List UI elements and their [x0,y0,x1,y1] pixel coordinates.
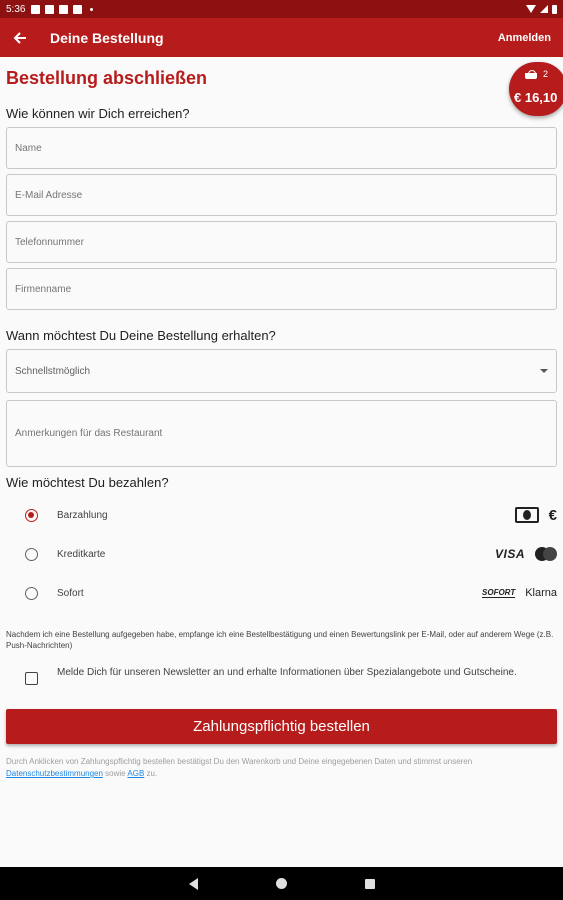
nav-recent-apps-icon[interactable] [365,879,375,889]
payment-heading: Wie möchtest Du bezahlen? [6,475,169,490]
back-button[interactable] [0,18,40,57]
newsletter-label[interactable]: Melde Dich für unseren Newsletter an und erhalte Informationen über Spezialangebote und Gutscheine. [57,667,517,678]
newsletter-checkbox[interactable] [25,672,38,685]
email-field[interactable] [6,174,557,216]
cart-price: € 16,10 [514,90,558,105]
phone-input[interactable] [7,222,556,262]
payment-icons [495,547,557,561]
name-field[interactable] [6,127,557,169]
payment-icons [515,507,557,524]
remarks-field[interactable] [6,400,557,467]
notification-icon [45,5,54,14]
payment-option-sofort[interactable] [0,579,563,607]
cash-icon [515,507,539,523]
battery-icon [552,5,557,14]
system-nav-bar [0,867,563,900]
radio-button-cash[interactable] [25,509,38,522]
contact-heading: Wie können wir Dich erreichen? [6,106,190,121]
radio-button-sofort[interactable] [25,587,38,600]
app-bar [0,18,563,57]
legal-text-middle: sowie [102,769,128,778]
app-bar-title: Deine Bestellung [50,29,164,46]
confirmation-info-text: Nachdem ich eine Bestellung aufgegeben habe, empfange ich eine Bestellbestätigung und einen Bewertungslink per E-Mail, oder auf anderem Wege (z.B. Push-Nachrichten) [6,630,554,650]
legal-text-after: zu. [144,769,158,778]
remarks-placeholder: Anmerkungen für das Restaurant [15,428,163,439]
company-field[interactable] [6,268,557,310]
payment-option-credit-card[interactable] [0,540,563,568]
signal-icon [540,5,548,13]
name-input[interactable] [7,128,556,168]
delivery-heading: Wann möchtest Du Deine Bestellung erhalten? [6,328,276,343]
terms-link[interactable]: AGB [127,769,145,778]
delivery-time-value: Schnellstmöglich [15,365,91,377]
email-input[interactable] [7,175,556,215]
payment-option-label: Sofort [57,587,84,599]
mastercard-icon [535,547,557,561]
login-button[interactable]: Anmelden [497,31,551,44]
payment-option-label: Kreditkarte [57,548,106,560]
visa-icon: VISA [494,547,525,561]
wifi-icon [526,5,536,13]
notification-icon [73,5,82,14]
legal-text [6,756,557,780]
more-notifications-icon [90,8,93,11]
dropdown-caret-icon [540,369,548,373]
cart-badge[interactable] [509,62,563,116]
system-icons [526,5,557,14]
notification-icon [59,5,68,14]
privacy-policy-link[interactable]: Datenschutzbestimmungen [6,769,103,778]
cart-count: 2 [543,69,549,79]
cart-count-row [525,69,548,79]
nav-back-icon[interactable] [189,878,198,890]
status-time: 5:36 [6,3,26,15]
payment-option-cash[interactable] [0,501,563,529]
basket-icon [525,70,537,79]
phone-field[interactable] [6,221,557,263]
euro-icon: € [548,506,557,524]
notification-icon [31,5,40,14]
radio-button-credit-card[interactable] [25,548,38,561]
nav-home-icon[interactable] [276,878,287,889]
payment-icons [482,587,557,599]
status-bar [0,0,563,18]
place-order-button[interactable]: Zahlungspflichtig bestellen [6,709,557,744]
company-input[interactable] [7,269,556,309]
arrow-back-icon [13,31,27,45]
delivery-time-select[interactable] [6,349,557,393]
legal-text-before: Durch Anklicken von Zahlungspflichtig bestellen bestätigst Du den Warenkorb und Deine eingegebenen Daten und stimmst unseren [6,757,473,766]
payment-option-label: Barzahlung [57,509,108,521]
sofort-icon: SOFORT [482,588,516,597]
page-title: Bestellung abschließen [6,68,208,88]
klarna-icon: Klarna [525,587,557,599]
